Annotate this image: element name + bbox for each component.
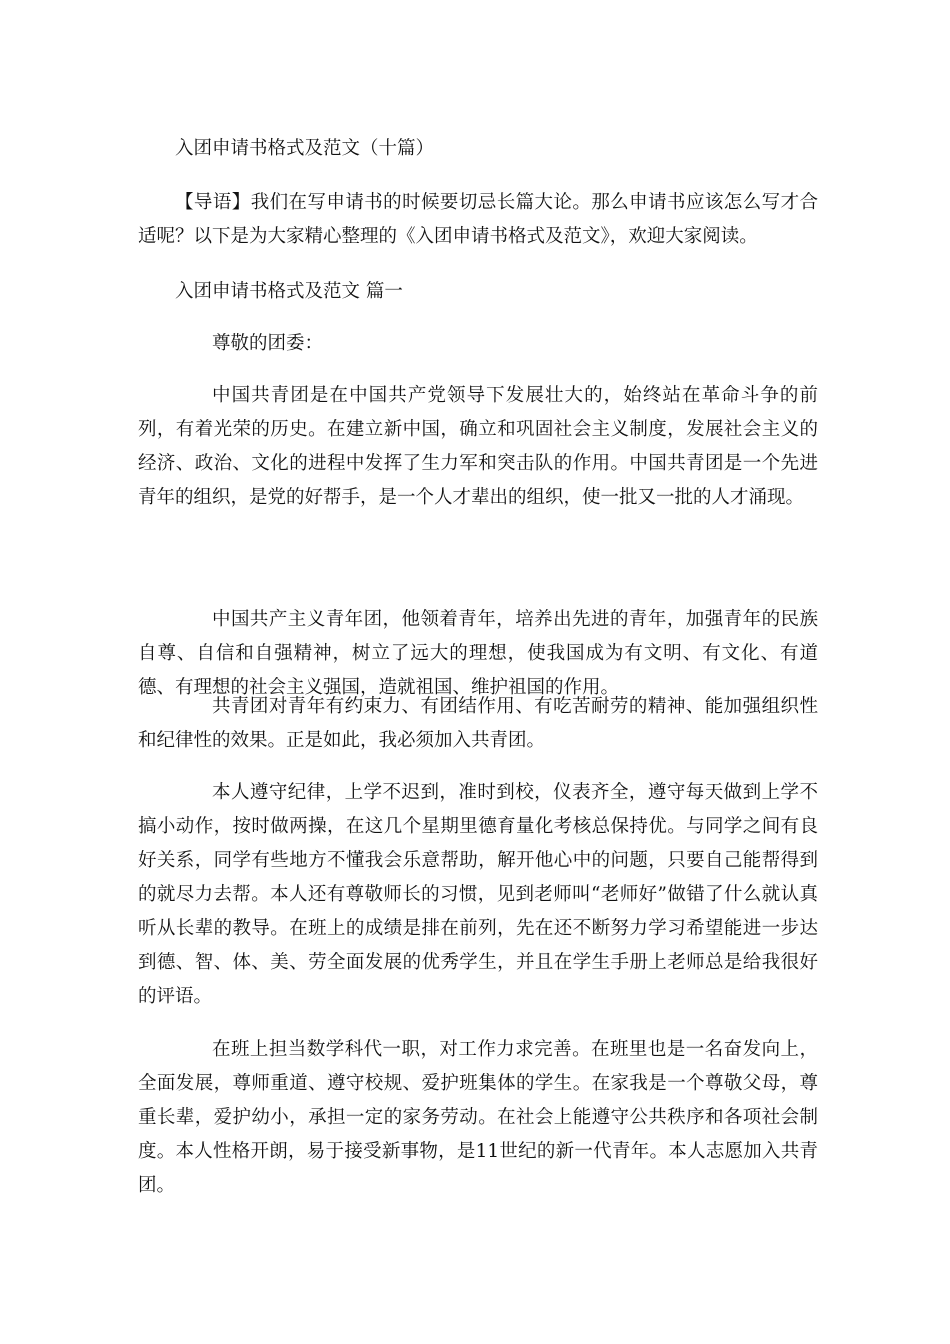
document-page bbox=[138, 0, 818, 1344]
body-paragraph: 中国共产主义青年团，他领着青年，培养出先进的青年，加强青年的民族自尊、自信和自强精神，树立了远大的理想，使我国成为有文明、有文化、有道德、有理想的社会主义强国，造就祖国、维护祖国的作用。 bbox=[138, 609, 818, 698]
intro-paragraph: 【导语】我们在写申请书的时候要切忌长篇大论。那么申请书应该怎么写才合适呢？以下是为大家精心整理的《入团申请书格式及范文》，欢迎大家阅读。 bbox=[138, 192, 818, 247]
body-paragraph: 中国共青团是在中国共产党领导下发展壮大的，始终站在革命斗争的前列，有着光荣的历史。在建立新中国，确立和巩固社会主义制度，发展社会主义的经济、政治、文化的进程中发挥了生力军和突击队的作用。中国共青团是一个先进青年的组织，是党的好帮手，是一个人才辈出的组织，使一批又一批的人才涌现。 bbox=[138, 385, 818, 508]
section-heading: 入团申请书格式及范文 篇一 bbox=[175, 281, 403, 302]
body-paragraph: 共青团对青年有约束力、有团结作用、有吃苦耐劳的精神、能加强组织性和纪律性的效果。正是如此，我必须加入共青团。 bbox=[138, 696, 818, 751]
document-title: 入团申请书格式及范文（十篇） bbox=[175, 138, 435, 159]
body-paragraph: 本人遵守纪律，上学不迟到，准时到校，仪表齐全，遵守每天做到上学不搞小动作，按时做两操，在这几个星期里德育量化考核总保持优。与同学之间有良好关系，同学有些地方不懂我会乐意帮助，解开他心中的问题，只要自己能帮得到的就尽力去帮。本人还有尊敬师长的习惯，见到老师叫“老师好”做错了什么就认真听从长辈的教导。在班上的成绩是排在前列，先在还不断努力学习希望能进一步达到德、智、体、美、劳全面发展的优秀学生，并且在学生手册上老师总是给我很好的评语。 bbox=[138, 782, 818, 1007]
body-paragraph: 在班上担当数学科代一职，对工作力求完善。在班里也是一名奋发向上，全面发展，尊师重道、遵守校规、爱护班集体的学生。在家我是一个尊敬父母，尊重长辈，爱护幼小，承担一定的家务劳动。在社会上能遵守公共秩序和各项社会制度。本人性格开朗，易于接受新事物，是11世纪的新一代青年。本人志愿加入共青团。 bbox=[138, 1039, 818, 1196]
salutation: 尊敬的团委： bbox=[212, 333, 324, 354]
